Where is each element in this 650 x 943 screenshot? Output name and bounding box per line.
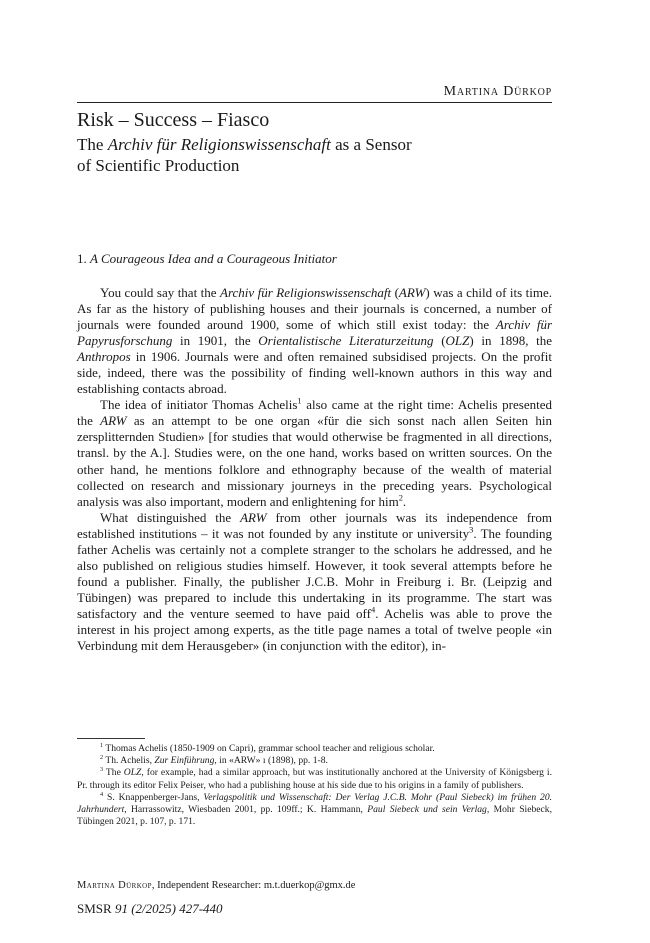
footnote-rule — [77, 738, 145, 739]
article-subtitle: The Archiv für Religionswissenschaft as a Sensor of Scientific Production — [77, 135, 412, 175]
footnote-ref[interactable]: 2 — [398, 492, 403, 503]
header-rule — [77, 102, 552, 103]
footnote-2: $^2$ Th. Achelis, Zur Einführung, in «ARW» ı (1898), pp. 1-8. — [100, 754, 328, 767]
paragraph-3: What distinguished the ARW from other journals was its independence from established institutions – it was not founded by any institute or university$^3$. The founding father Achelis was certainly not a complete stranger to the scholars he addressed, and he also published on religious studies himself. However, it took several attempts before he found a publisher. Finally, the publisher J.C.B. Mohr in Freiburg i. Br. (Leipzig and Tübingen) was prepared to include this undertaking in its programme. The start was satisfactory and the venture seemed to have paid off$^4$. Achelis was able to prove the interest in his project among experts, as the title page names a total of twelve people «in Verbindung mit dem Herausgeber» (in conjunction with the editor), in- — [77, 509, 553, 654]
footnote-1: $^1$ Thomas Achelis (1850-1909 on Capri), grammar school teacher and religious scholar. — [100, 741, 435, 754]
article-title: Risk – Success – Fiasco — [77, 109, 270, 131]
journal-citation: SMSR 91 (2/2025) 427-440 — [77, 901, 223, 916]
footnote-3: $^3$ The OLZ, for example, had a similar approach, but was institutionally anchored at the University of Königsberg i. Pr. through its editor Felix Peiser, who had a publishing house at his side due to his origins in a family of publishers. — [77, 766, 552, 791]
running-head: Martina Dürkop — [443, 84, 552, 99]
footnote-ref[interactable]: 3 — [469, 524, 474, 535]
footnote-4: $^4$ S. Knappenberger-Jans, Verlagspolitik und Wissenschaft: Der Verlag J.C.B. Mohr (Paul Siebeck) im frühen 20. Jahrhundert, Harrassowitz, Wiesbaden 2001, pp. 109ff.; K. Hammann, Paul Siebeck und sein Verlag, Mohr Siebeck, Tübingen 2021, p. 107, p. 171. — [77, 790, 553, 828]
footnote-ref[interactable]: 1 — [297, 396, 302, 406]
paragraph-1: You could say that the Archiv für Religionswissenschaft (ARW) was a child of its time. As far as the history of publishing houses and their journals is concerned, a number of journals were founded around 1900, some of which still exist today: the Archiv für Papyrusforschung in 1901, the Orientalistische Literaturzeitung (OLZ) in 1898, the Anthropos in 1906. Journals were and often remained subsidised projects. On the profit side, indeed, there was the possibility of finding well-known authors in this way and establishing contacts abroad. — [77, 285, 553, 397]
author-affiliation: Martina Dürkop, Independent Researcher: m.t.duerkop@gmx.de — [77, 880, 356, 891]
footnote-ref[interactable]: 4 — [370, 604, 376, 615]
paragraph-2: The idea of initiator Thomas Achelis$^1$ also came at the right time: Achelis presented the ARW as an attempt to be one organ «für die sich sonst nach allen Seiten hin zersplitternden Studien» [for studies that would otherwise be fragmented in all directions, transl. by the A.]. Studies were, on the one hand, works based on written sources. On the other hand, he mentions folklore and ethnography because of the wealth of material collected on research and missionary journeys in the preceding years. Psychological analysis was also important, modern and enlightening for him$^2$. — [77, 396, 552, 509]
body-text — [77, 285, 552, 654]
footnotes — [77, 743, 552, 828]
section-heading: 1. A Courageous Idea and a Courageous Initiator — [77, 251, 337, 266]
